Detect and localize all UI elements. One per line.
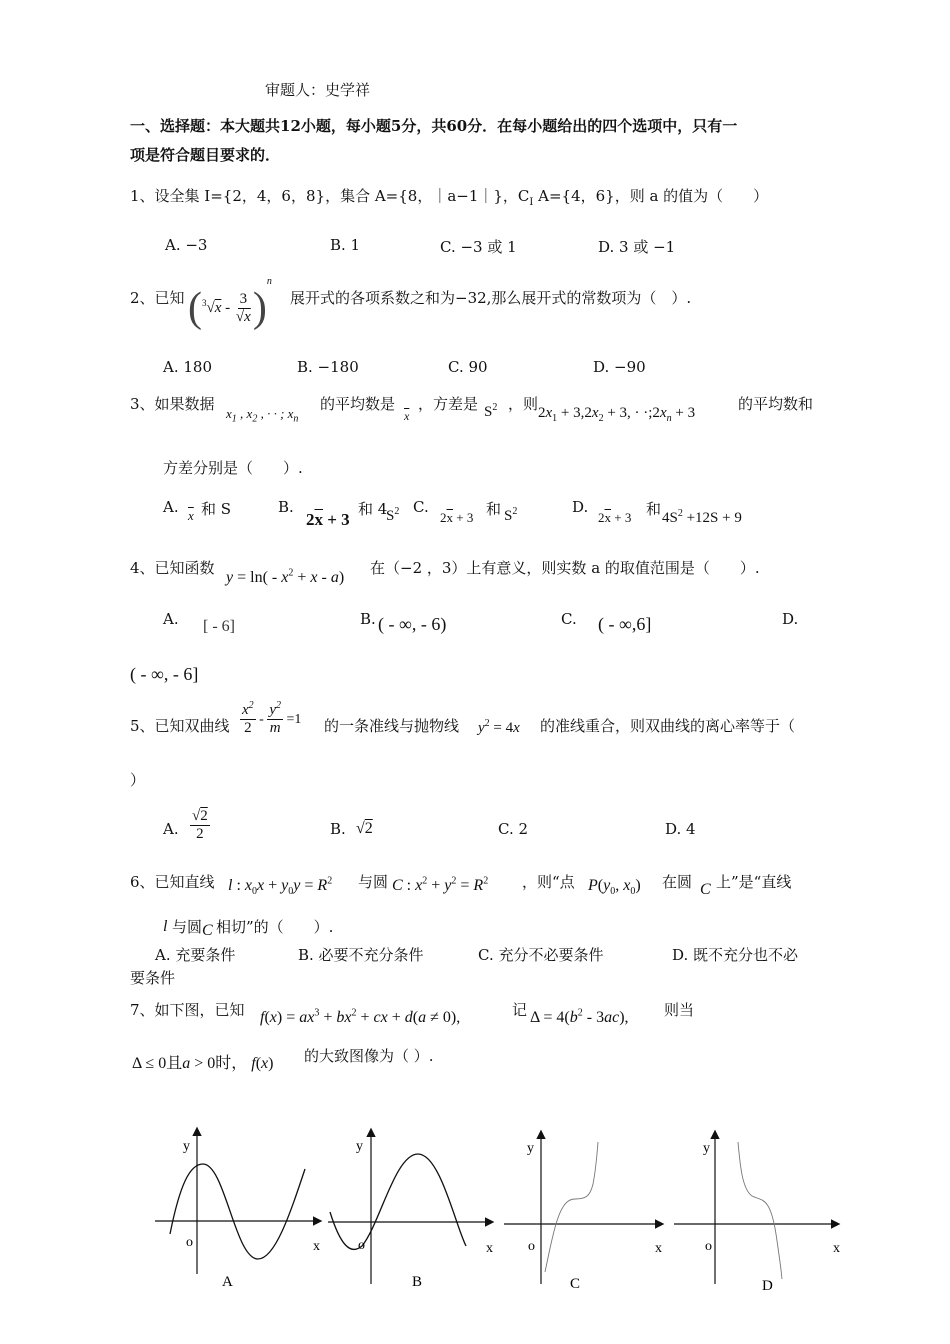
q7-function: $f(x) = ax^3 + bx^2$ + cx + d(a ≠ 0), <box>260 1007 461 1026</box>
q5-post: 的准线重合，则双曲线的离心率等于（ <box>540 717 796 735</box>
svg-text:o: o <box>528 1239 535 1254</box>
q6-option-a: A. 充要条件 <box>155 946 236 964</box>
q1-option-a: A. −3 <box>165 236 208 254</box>
q1-option-b: B. 1 <box>330 236 361 254</box>
q3-option-d-math: $2\overline{x} + 3$ <box>598 510 632 525</box>
q3-mid2: ，方差是 <box>418 395 479 413</box>
q6-line2: 与圆 <box>172 918 203 936</box>
q7-delta: $\Delta = 4(b^2 - 3ac)$, <box>530 1007 629 1026</box>
section-heading-line-1: 一、选择题：本大题共12小题，每小题5分，共60分．在每小题给出的四个选项中，只有一 <box>130 117 738 135</box>
question-1 <box>130 186 768 206</box>
q5-option-b-math: √2 <box>356 820 373 837</box>
q4-pre: 4、已知函数 <box>130 559 215 577</box>
q3-option-b-math: $2\overline{x} + 3$ <box>306 510 350 529</box>
q3-mid1: 的平均数是 <box>320 395 396 413</box>
svg-text:y: y <box>183 1139 190 1154</box>
q3-pre: 3、如果数据 <box>130 395 215 413</box>
q2-expression: ( $^3$√x - $\frac{3}{√x}$ ) n <box>188 276 272 331</box>
q3-data-list: $x_1$ , $x_2$ , · · ; $x_n$ <box>226 406 299 425</box>
q7-graphs <box>0 1084 950 1344</box>
q5-option-d: D. 4 <box>665 820 696 838</box>
q4-option-a-math: [ - 6] <box>203 618 235 635</box>
q6-circle-c: C <box>700 881 711 898</box>
q3-option-d-expr: $4S^2 +12S + 9$ <box>662 508 742 526</box>
q4-option-d: D. <box>782 610 799 628</box>
q3-transformed-list: $2x_1 + 3,2x_2 + 3$, · $\cdot;2x_n + 3$ <box>538 405 696 424</box>
q1-text: 1、设全集 I={2，4，6，8}，集合 A={8，｜a−1｜}，C <box>130 187 530 205</box>
graph-c <box>504 1132 662 1292</box>
q7-condition: Δ ≤ 0且a > 0时， f(x) <box>132 1055 274 1072</box>
svg-text:x: x <box>313 1239 320 1254</box>
graph-a-label: A <box>222 1274 233 1290</box>
q6-mid2: ，则“点 <box>522 873 575 891</box>
q3-option-b-post: 和 4 <box>358 500 388 518</box>
q5-mid: 的一条准线与抛物线 <box>324 717 460 735</box>
q6-option-b: B. 必要不充分条件 <box>298 946 424 964</box>
svg-text:y: y <box>527 1141 534 1156</box>
q6-line-eq: l : $x_0x + y_0y = R^2$ <box>228 875 333 898</box>
q1-option-c: C. −3 或 1 <box>440 238 517 256</box>
q6-pre: 6、已知直线 <box>130 873 215 891</box>
q4-post: 在（−2 ，3）上有意义，则实数 a 的取值范围是（ ）. <box>370 559 760 577</box>
q5-line2: ） <box>130 771 146 789</box>
q5-option-c: C. 2 <box>498 820 529 838</box>
q7-post: 则当 <box>664 1001 695 1019</box>
q2-option-d: D. −90 <box>593 358 646 376</box>
graph-d <box>674 1132 840 1294</box>
q6-line2-l: l <box>163 918 168 935</box>
q6-circle-eq: C : $x^2 + y^2 = R^2$ <box>392 875 489 894</box>
graph-b <box>328 1130 493 1290</box>
q6-line3: 要条件 <box>130 969 176 987</box>
q2-option-c: C. 90 <box>448 358 488 376</box>
q3-mid3: ，则 <box>508 395 539 413</box>
q1-sub: I <box>529 197 534 208</box>
svg-text:x: x <box>655 1241 662 1256</box>
q3-option-c-post: 和 <box>486 500 502 518</box>
q3-variance: $S^2$ <box>484 402 498 420</box>
question-2 <box>130 288 185 308</box>
section-heading-line-2: 项是符合题目要求的． <box>130 146 281 164</box>
svg-text:o: o <box>186 1235 193 1250</box>
q1-text2: A={4，6}，则 a 的值为（ ） <box>533 187 769 205</box>
q3-option-a-post: 和 S <box>201 500 232 518</box>
graph-b-label: B <box>412 1274 423 1290</box>
q3-option-a-math: $\overline{x}$ <box>188 508 194 523</box>
q7-line2: 的大致图像为（ ）. <box>304 1047 434 1065</box>
q2-post: 展开式的各项系数之和为−32,那么展开式的常数项为（ ）. <box>290 289 692 307</box>
q6-line2b: 相切”的（ ）. <box>216 918 334 936</box>
q1-option-d: D. 3 或 −1 <box>598 238 676 256</box>
q3-line2: 方差分别是（ ）. <box>163 459 303 477</box>
q6-line2-c: C <box>202 922 213 939</box>
q3-option-d-post: 和 <box>646 500 662 518</box>
q6-point: $P(y_0$, $x_0$) <box>588 877 641 898</box>
svg-text:y: y <box>356 1139 363 1154</box>
q4-option-c: C. <box>561 610 577 628</box>
q3-option-c: C. <box>413 498 429 516</box>
q5-parabola: $y^2 = 4x$ <box>478 718 520 736</box>
q3-option-b-s2: $S^2$ <box>386 506 400 524</box>
q2-pre: 2、已知 <box>130 289 185 307</box>
q3-option-c-s2: $S^2$ <box>504 506 518 524</box>
svg-text:x: x <box>486 1241 493 1256</box>
q3-option-c-math: $2\overline{x} + 3$ <box>440 510 474 525</box>
svg-text:o: o <box>705 1239 712 1254</box>
q6-option-d: D. 既不充分也不必 <box>672 946 799 964</box>
q5-option-b: B. <box>330 820 346 838</box>
q6-mid3: 在圆 <box>662 873 693 891</box>
q3-post: 的平均数和 <box>738 395 814 413</box>
q5-hyperbola: $\frac{x^2}{2}$ - $\frac{y^2}{m}$ =1 <box>242 700 302 736</box>
q7-mid: 记 <box>512 1001 528 1019</box>
q5-pre: 5、已知双曲线 <box>130 717 230 735</box>
reviewer-line: 审题人：史学祥 <box>265 81 371 99</box>
graph-d-label: D <box>762 1278 773 1294</box>
q6-post: 上”是“直线 <box>716 873 792 891</box>
svg-text:o: o <box>358 1238 365 1253</box>
q2-option-b: B. −180 <box>297 358 359 376</box>
q5-option-a-math: $\frac{√2}{2}$ <box>192 808 208 842</box>
q7-pre: 7、如下图，已知 <box>130 1001 245 1019</box>
q3-option-a: A. <box>163 498 179 516</box>
graph-c-label: C <box>570 1276 581 1292</box>
svg-text:x: x <box>833 1241 840 1256</box>
q4-option-b-math: ( - ∞, - 6) <box>378 614 447 634</box>
q3-mean-symbol: $\overline{x}$ <box>404 409 410 423</box>
q3-option-d: D. <box>572 498 589 516</box>
q5-option-a: A. <box>163 820 179 838</box>
q4-option-d-math: ( - ∞, - 6] <box>130 664 199 684</box>
q4-function: $y = \ln( - x^2 + x - a)$ <box>226 567 345 586</box>
q4-option-c-math: ( - ∞,6] <box>598 614 652 634</box>
q3-option-b: B. <box>278 498 294 516</box>
q4-option-b: B. <box>360 610 376 628</box>
q6-mid1: 与圆 <box>358 873 389 891</box>
q6-option-c: C. 充分不必要条件 <box>478 946 604 964</box>
graph-a <box>155 1129 320 1290</box>
q4-option-a: A. <box>163 610 179 628</box>
q2-option-a: A. 180 <box>163 358 212 376</box>
svg-text:y: y <box>703 1141 710 1156</box>
